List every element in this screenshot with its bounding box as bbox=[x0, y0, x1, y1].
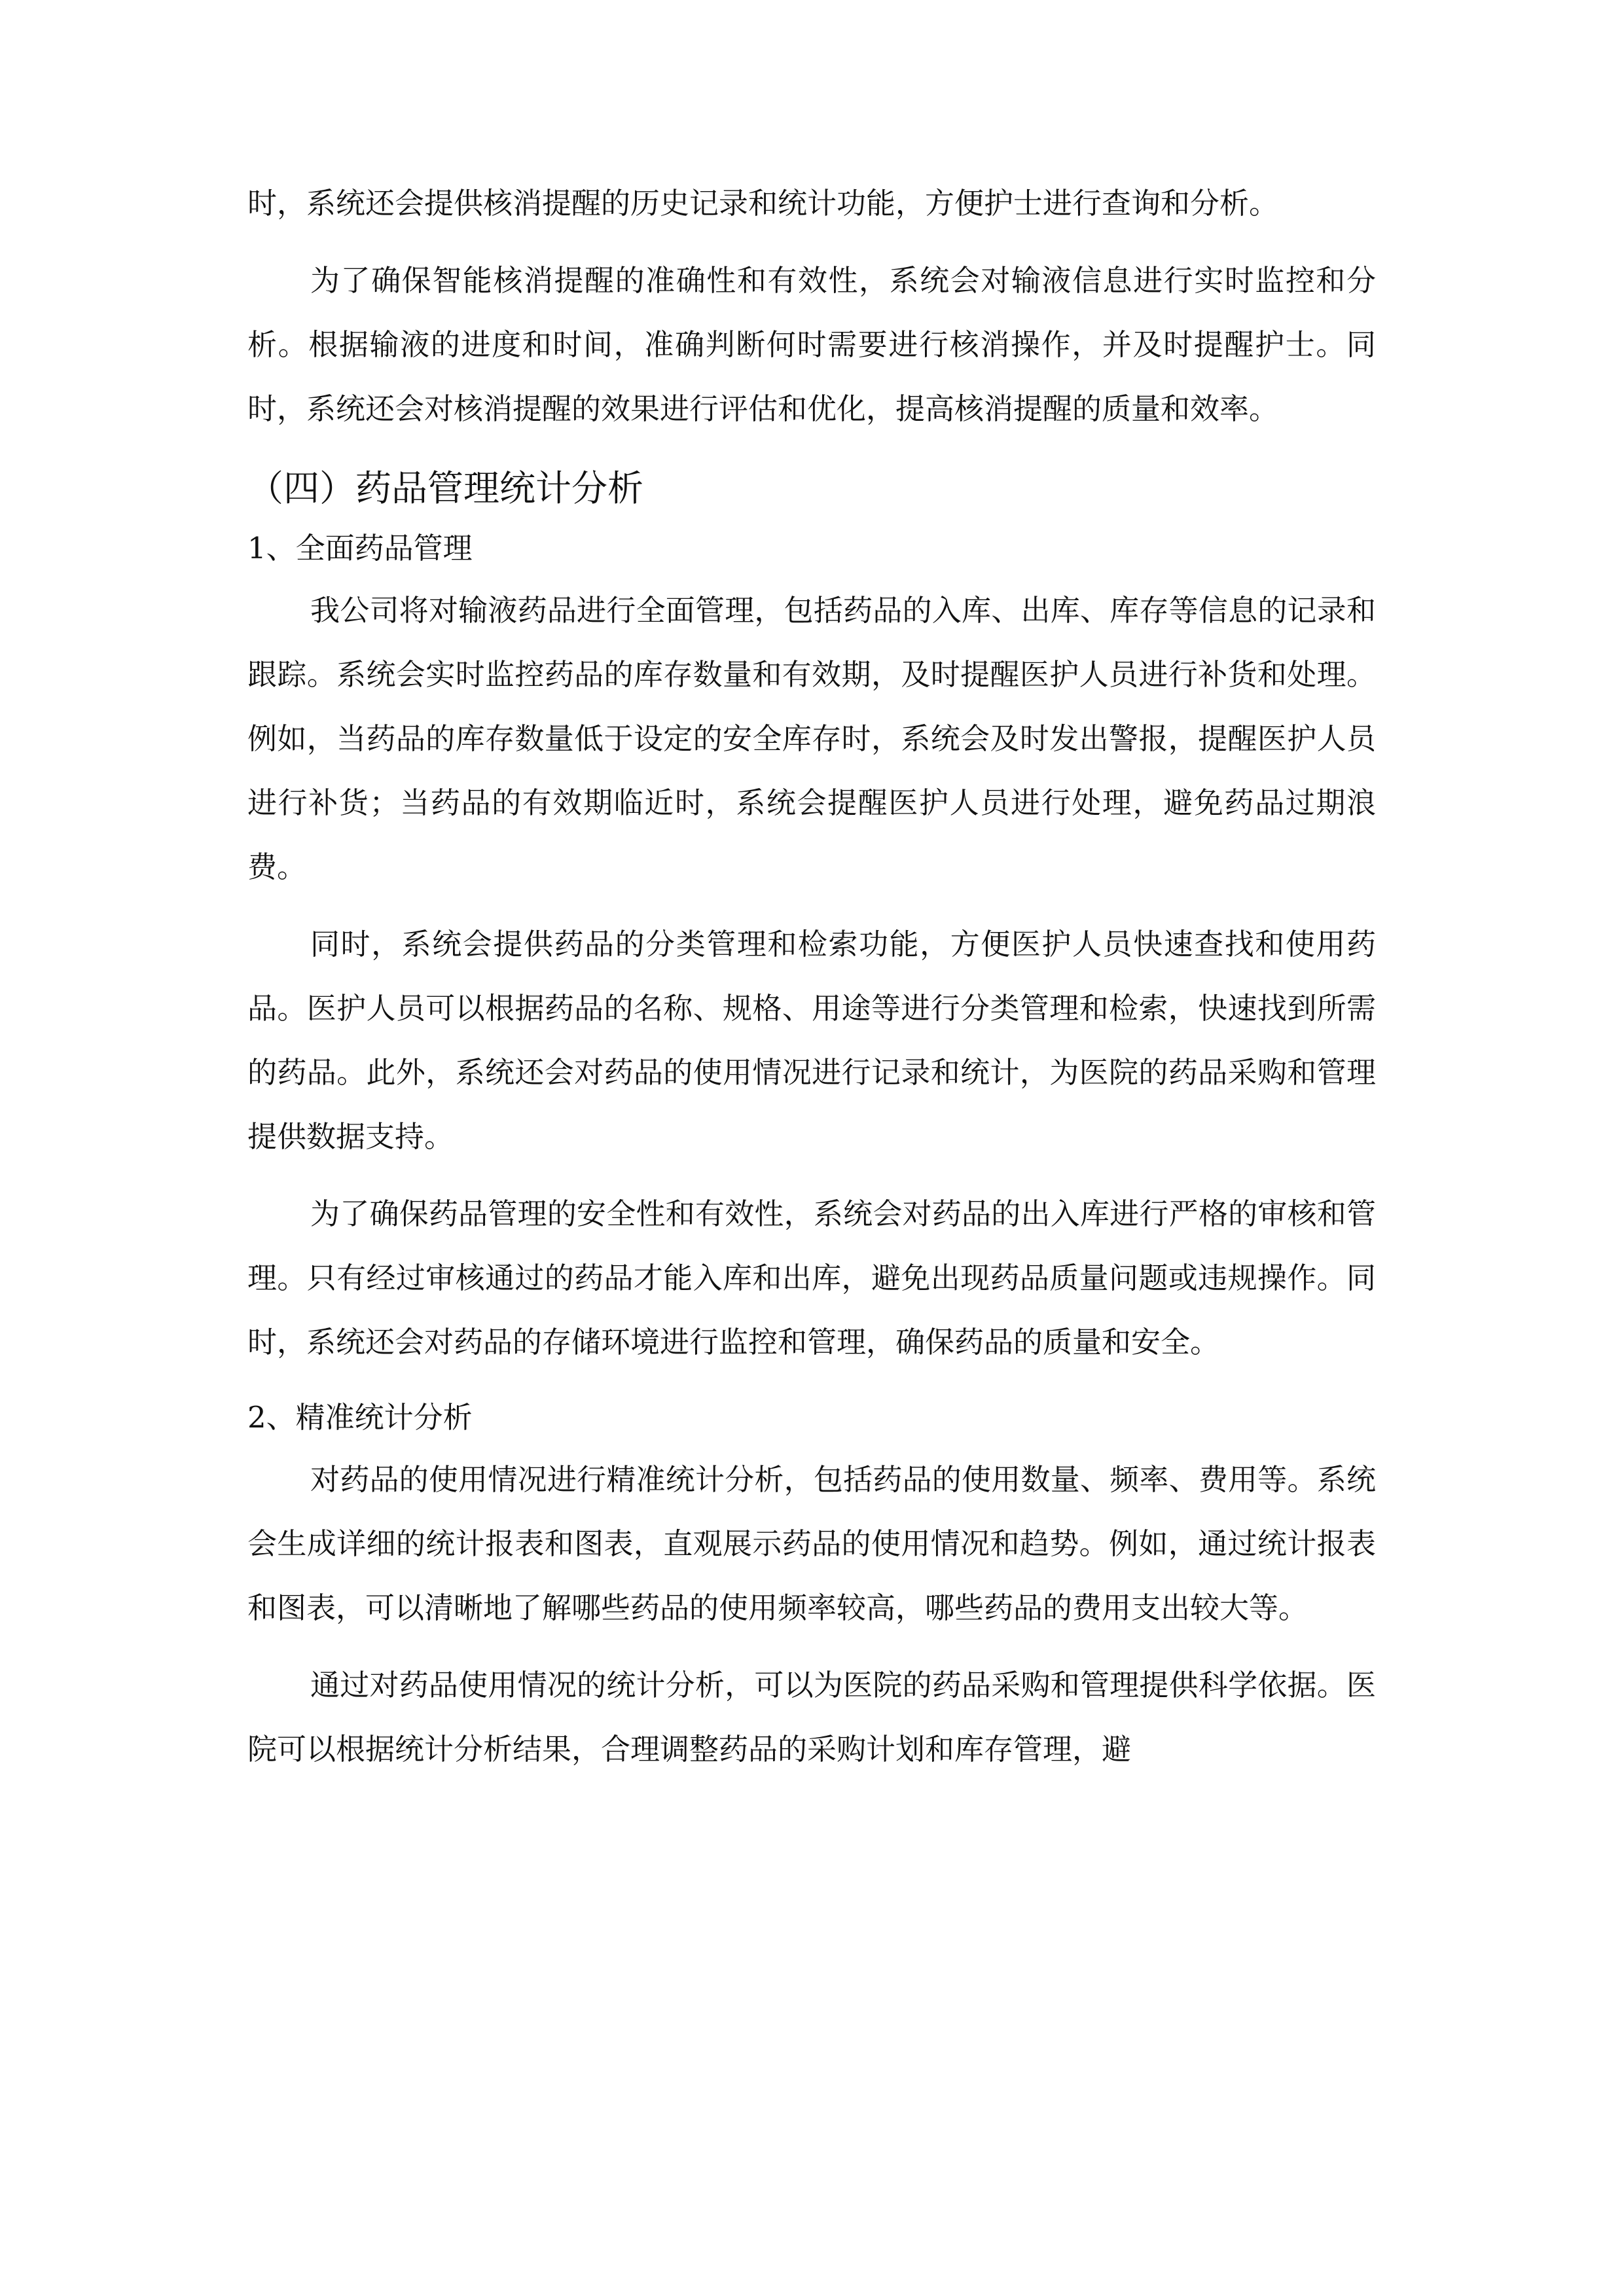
paragraph-usage-statistics: 对药品的使用情况进行精准统计分析，包括药品的使用数量、频率、费用等。系统会生成详细的统计报表和图表，直观展示药品的使用情况和趋势。例如，通过统计报表和图表，可以清晰地了解哪些药品的使用频率较高，哪些药品的费用支出较大等。 bbox=[247, 1462, 1376, 1625]
section-heading-drug-management: （四）药品管理统计分析 bbox=[247, 467, 644, 509]
paragraph-continuation: 时，系统还会提供核消提醒的历史记录和统计功能，方便护士进行查询和分析。 bbox=[247, 186, 1279, 221]
paragraph-inventory-tracking: 我公司将对输液药品进行全面管理，包括药品的入库、出库、库存等信息的记录和跟踪。系统会实时监控药品的库存数量和有效期，及时提醒医护人员进行补货和处理。例如，当药品的库存数量低于设定的安全库存时，系统会及时发出警报，提醒医护人员进行补货；当药品的有效期临近时，系统会提醒医护人员进行处理，避免药品过期浪费。 bbox=[247, 593, 1376, 884]
paragraph-storage-audit: 为了确保药品管理的安全性和有效性，系统会对药品的出入库进行严格的审核和管理。只有经过审核通过的药品才能入库和出库，避免出现药品质量问题或违规操作。同时，系统还会对药品的存储环境进行监控和管理，确保药品的质量和安全。 bbox=[247, 1196, 1376, 1359]
page-content bbox=[247, 171, 1376, 1782]
subheading-statistical-analysis: 2、精准统计分析 bbox=[247, 1400, 473, 1435]
paragraph-classification-search: 同时，系统会提供药品的分类管理和检索功能，方便医护人员快速查找和使用药品。医护人员可以根据药品的名称、规格、用途等进行分类管理和检索，快速找到所需的药品。此外，系统还会对药品的使用情况进行记录和统计，为医院的药品采购和管理提供数据支持。 bbox=[247, 927, 1376, 1154]
paragraph-verification-accuracy: 为了确保智能核消提醒的准确性和有效性，系统会对输液信息进行实时监控和分析。根据输液的进度和时间，准确判断何时需要进行核消操作，并及时提醒护士。同时，系统还会对核消提醒的效果进行评估和优化，提高核消提醒的质量和效率。 bbox=[247, 263, 1376, 426]
paragraph-procurement-basis: 通过对药品使用情况的统计分析，可以为医院的药品采购和管理提供科学依据。医院可以根据统计分析结果，合理调整药品的采购计划和库存管理，避 bbox=[247, 1668, 1376, 1767]
subheading-comprehensive-management: 1、全面药品管理 bbox=[247, 531, 473, 565]
